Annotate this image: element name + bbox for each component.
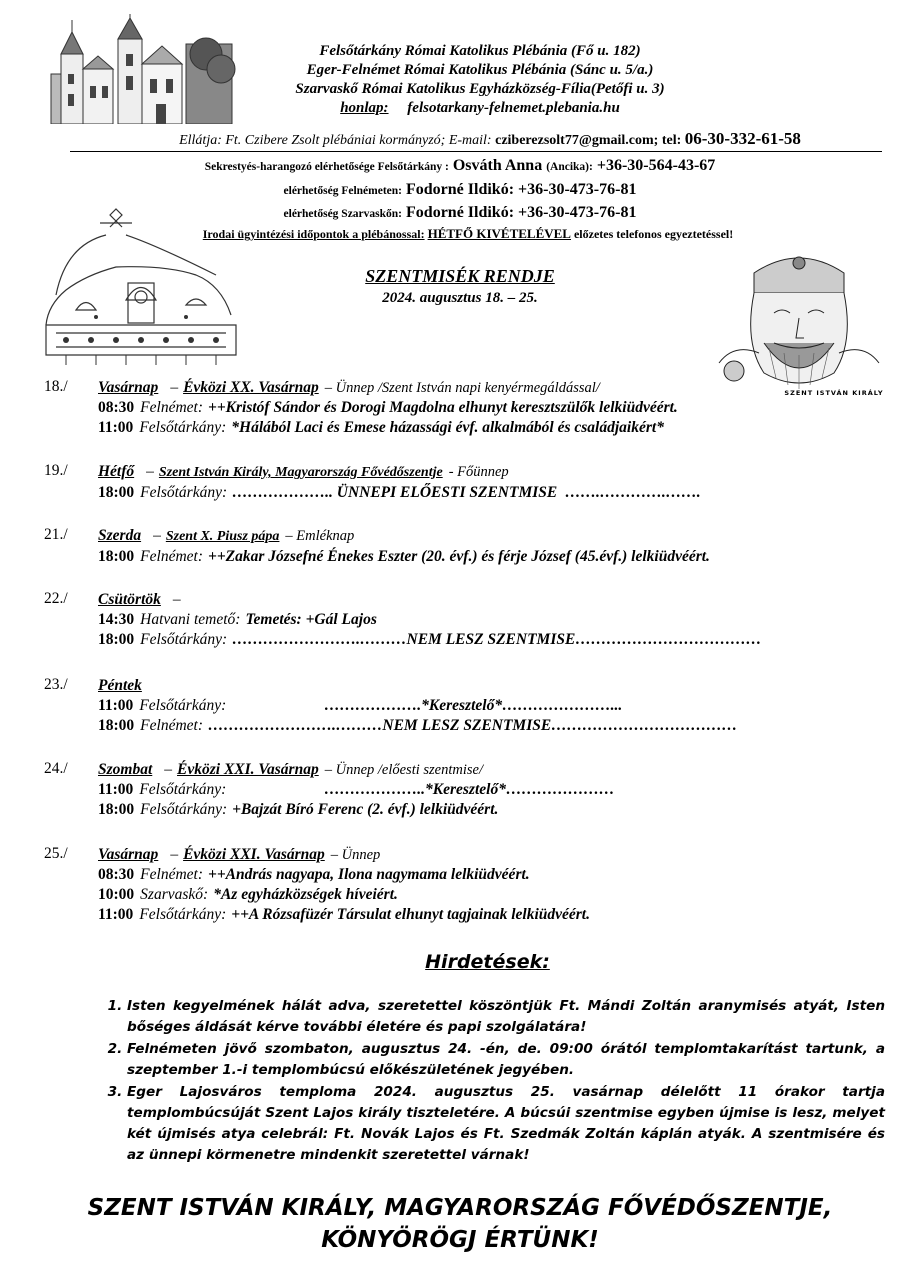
mass-time: 18:00 <box>98 801 135 818</box>
day-separator: – <box>172 591 181 608</box>
mass-intention: ……………….. ÜNNEPI ELŐESTI SZENTMISE …….………….……. <box>232 484 701 501</box>
mass-time: 11:00 <box>98 781 134 798</box>
mass-intention: ++András nagyapa, Ilona nagymama lelkiüdvéért. <box>208 866 530 883</box>
mass-intention: +Bajzát Bíró Ferenc (2. évf.) lelkiüdvéért. <box>232 801 499 818</box>
homepage-label: honlap: <box>340 100 389 116</box>
feast-name: Évközi XXI. Vasárnap <box>183 846 325 863</box>
mass-intention: *Hálából Laci és Emese házassági évf. alkalmából és családjaikért* <box>231 419 664 436</box>
parish-line-2: Eger-Felnémet Római Katolikus Plébánia (Sánc u. 5/a.) <box>306 62 654 78</box>
mass-entry <box>98 547 904 567</box>
feast-rank: – Emléknap <box>285 528 355 544</box>
mass-intention: ++A Rózsafüzér Társulat elhunyt tagjainak lelkiüdvéért. <box>231 906 590 923</box>
mass-time: 18:00 <box>98 484 135 501</box>
schedule-day <box>44 845 904 925</box>
priest-phone[interactable]: 06-30-332-61-58 <box>684 129 801 148</box>
mass-entry <box>98 865 904 885</box>
mass-time: 08:30 <box>98 866 135 883</box>
mass-time: 11:00 <box>98 697 134 714</box>
closing-prayer <box>30 1192 890 1256</box>
mass-place: Felnémet: <box>140 717 203 734</box>
office-highlight: HÉTFŐ KIVÉTELÉVEL <box>427 226 571 241</box>
mass-place: Felnémet: <box>140 399 203 416</box>
schedule-day <box>44 760 904 820</box>
contact-label: elérhetőség Szarvaskőn: <box>283 208 403 220</box>
mass-entry <box>98 800 904 820</box>
mass-place: Felsőtárkány: <box>139 419 227 436</box>
schedule-dates: 2024. augusztus 18. – 25. <box>382 290 538 306</box>
day-heading <box>98 378 904 398</box>
day-name: Péntek <box>98 677 142 694</box>
day-separator: – <box>170 379 179 396</box>
priest-contact-line <box>60 129 920 149</box>
day-separator: – <box>164 761 173 778</box>
mass-intention: ++Zakar Józsefné Énekes Eszter (20. évf.) és férje József (45.évf.) lelkiüdvéért. <box>208 548 710 565</box>
mass-place: Felnémet: <box>140 866 203 883</box>
parish-line-3: Szarvaskő Római Katolikus Egyházközség-Fília(Petőfi u. 3) <box>295 81 665 97</box>
office-prefix: Irodai ügyintézési időpontok a plébánossal: <box>202 227 425 241</box>
mass-entry <box>98 885 904 905</box>
feast-rank: – Ünnep /Szent István napi kenyérmegáldással/ <box>324 380 600 396</box>
contact-phone[interactable]: +36-30-473-76-81 <box>518 181 637 198</box>
mass-place: Hatvani temető: <box>140 611 241 628</box>
mass-place: Felnémet: <box>140 548 203 565</box>
portrait-caption: SZENT ISTVÁN KIRÁLY <box>784 389 884 397</box>
priest-email[interactable]: cziberezsolt77@gmail.com; tel: <box>495 133 682 148</box>
mass-time: 18:00 <box>98 631 135 648</box>
contact-label: Sekrestyés-harangozó elérhetősége Felsőtárkány : <box>204 161 449 173</box>
day-heading <box>98 676 904 696</box>
mass-time: 11:00 <box>98 419 134 436</box>
announcement-item: 1. Isten kegyelmének hálát adva, szeretettel köszöntjük Ft. Mándi Zoltán aranymisés atyát, Isten bőséges áldását kérve további életére és papi szolgálatára! <box>127 996 885 1038</box>
day-number: 22./ <box>44 590 68 607</box>
contact-name: Osváth Anna <box>452 157 543 174</box>
homepage-line <box>200 99 760 118</box>
mass-place: Felsőtárkány: <box>139 781 227 798</box>
mass-time: 14:30 <box>98 611 135 628</box>
feast-name: Szent István Király, Magyarország Fővédőszentje <box>158 465 443 480</box>
mass-time: 18:00 <box>98 717 135 734</box>
holy-crown-illustration <box>36 205 246 365</box>
day-name: Vasárnap <box>98 379 159 396</box>
day-name: Vasárnap <box>98 846 159 863</box>
contact-name: Fodorné Ildikó: <box>406 181 515 198</box>
mass-entry <box>98 398 904 418</box>
schedule-day <box>44 378 904 438</box>
mass-place: Felsőtárkány: <box>140 801 228 818</box>
mass-place: Felsőtárkány: <box>140 484 228 501</box>
schedule-day <box>44 526 904 567</box>
mass-entry <box>98 696 904 716</box>
homepage-link[interactable]: felsotarkany-felnemet.plebania.hu <box>407 100 620 116</box>
day-separator: – <box>170 846 179 863</box>
announcements-title: Hirdetések: <box>425 951 550 973</box>
mass-place: Szarvaskő: <box>140 886 209 903</box>
mass-entry <box>98 630 904 650</box>
priest-info: Ellátja: Ft. Czibere Zsolt plébániai kormányzó; E-mail: <box>179 133 492 148</box>
mass-intention: *Az egyházközségek híveiért. <box>213 886 398 903</box>
mass-intention: …………………….………NEM LESZ SZENTMISE……………………………… <box>232 631 762 648</box>
contact-sacristan <box>0 157 920 175</box>
mass-time: 11:00 <box>98 906 134 923</box>
day-heading <box>98 526 904 547</box>
mass-entry <box>98 905 904 925</box>
day-number: 19./ <box>44 462 68 479</box>
mass-intention: Temetés: +Gál Lajos <box>245 611 377 628</box>
mass-entry <box>98 780 904 800</box>
contact-felnemet <box>0 181 920 199</box>
office-suffix: előzetes telefonos egyeztetéssel! <box>573 227 734 241</box>
mass-intention: ++Kristóf Sándor és Dorogi Magdolna elhunyt keresztszülők lelkiüdvéért. <box>208 399 678 416</box>
day-separator: – <box>153 527 161 544</box>
mass-entry <box>98 418 904 438</box>
mass-place: Felsőtárkány: <box>140 631 228 648</box>
contact-name: Fodorné Ildikó: <box>406 204 515 221</box>
mass-entry <box>98 483 904 503</box>
day-name: Szombat <box>98 761 153 778</box>
day-number: 21./ <box>44 526 68 543</box>
feast-rank: – Ünnep /előesti szentmise/ <box>324 762 483 778</box>
mass-time: 18:00 <box>98 548 135 565</box>
day-heading <box>98 462 904 483</box>
announcement-item: 2. Felnémeten jövő szombaton, augusztus 24. -én, de. 09:00 órától templomtakarítást tartunk, a szeptember 1.-i templombúcsú előkészületének jegyében. <box>127 1039 885 1081</box>
contact-phone[interactable]: +36-30-473-76-81 <box>518 204 637 221</box>
feast-name: Évközi XXI. Vasárnap <box>177 761 319 778</box>
day-heading <box>98 760 904 780</box>
announcement-item: 3. Eger Lajosváros temploma 2024. augusztus 25. vasárnap délelőtt 11 órakor tartja templombúcsúját Szent Lajos király tiszteletére. A búcsúi szentmise egyben újmise is lesz, melyet két újmisés atya celebrál: Ft. Novák Lajos és Ft. Szedmák Zoltán káplán atyák. A szentmisére és az ünnepi körmenetre mindenkit szeretettel várnak! <box>127 1082 885 1166</box>
day-name: Csütörtök <box>98 591 161 608</box>
day-name: Szerda <box>98 527 142 544</box>
closing-line-1: SZENT ISTVÁN KIRÁLY, MAGYARORSZÁG FŐVÉDŐSZENTJE, <box>87 1195 833 1221</box>
parish-line-1: Felsőtárkány Római Katolikus Plébánia (Fő u. 182) <box>319 43 641 59</box>
mass-place: Felsőtárkány: <box>139 906 227 923</box>
schedule-day <box>44 676 904 736</box>
mass-time: 10:00 <box>98 886 135 903</box>
contact-phone[interactable]: +36-30-564-43-67 <box>596 157 716 174</box>
day-heading <box>98 845 904 865</box>
feast-name: Szent X. Piusz pápa <box>165 529 280 544</box>
schedule-day <box>44 590 904 650</box>
mass-place: Felsőtárkány: <box>139 697 227 714</box>
mass-intention: …………………….………NEM LESZ SZENTMISE……………………………… <box>208 717 738 734</box>
feast-name: Évközi XX. Vasárnap <box>183 379 319 396</box>
closing-line-2: KÖNYÖRÖGJ ÉRTÜNK! <box>321 1227 599 1253</box>
announcements-list <box>95 996 885 1167</box>
day-heading <box>98 590 904 610</box>
mass-intention: ……………….*Keresztelő*…………………... <box>231 697 623 714</box>
day-number: 18./ <box>44 378 68 395</box>
day-number: 24./ <box>44 760 68 777</box>
schedule-title: SZENTMISÉK RENDJE <box>365 266 555 286</box>
feast-rank: - Főünnep <box>448 464 509 480</box>
header-divider <box>70 151 882 152</box>
day-number: 25./ <box>44 845 68 862</box>
contact-label: elérhetőség Felnémeten: <box>283 185 402 197</box>
feast-rank: – Ünnep <box>330 847 381 863</box>
mass-time: 08:30 <box>98 399 135 416</box>
contact-extra: (Ancika): <box>546 161 593 173</box>
parish-header <box>200 42 760 118</box>
schedule-day <box>44 462 904 503</box>
mass-entry <box>98 610 904 630</box>
day-number: 23./ <box>44 676 68 693</box>
day-name: Hétfő <box>98 463 135 480</box>
mass-entry <box>98 716 904 736</box>
mass-intention: ………………..*Keresztelő*………………… <box>231 781 615 798</box>
day-separator: – <box>146 463 154 480</box>
